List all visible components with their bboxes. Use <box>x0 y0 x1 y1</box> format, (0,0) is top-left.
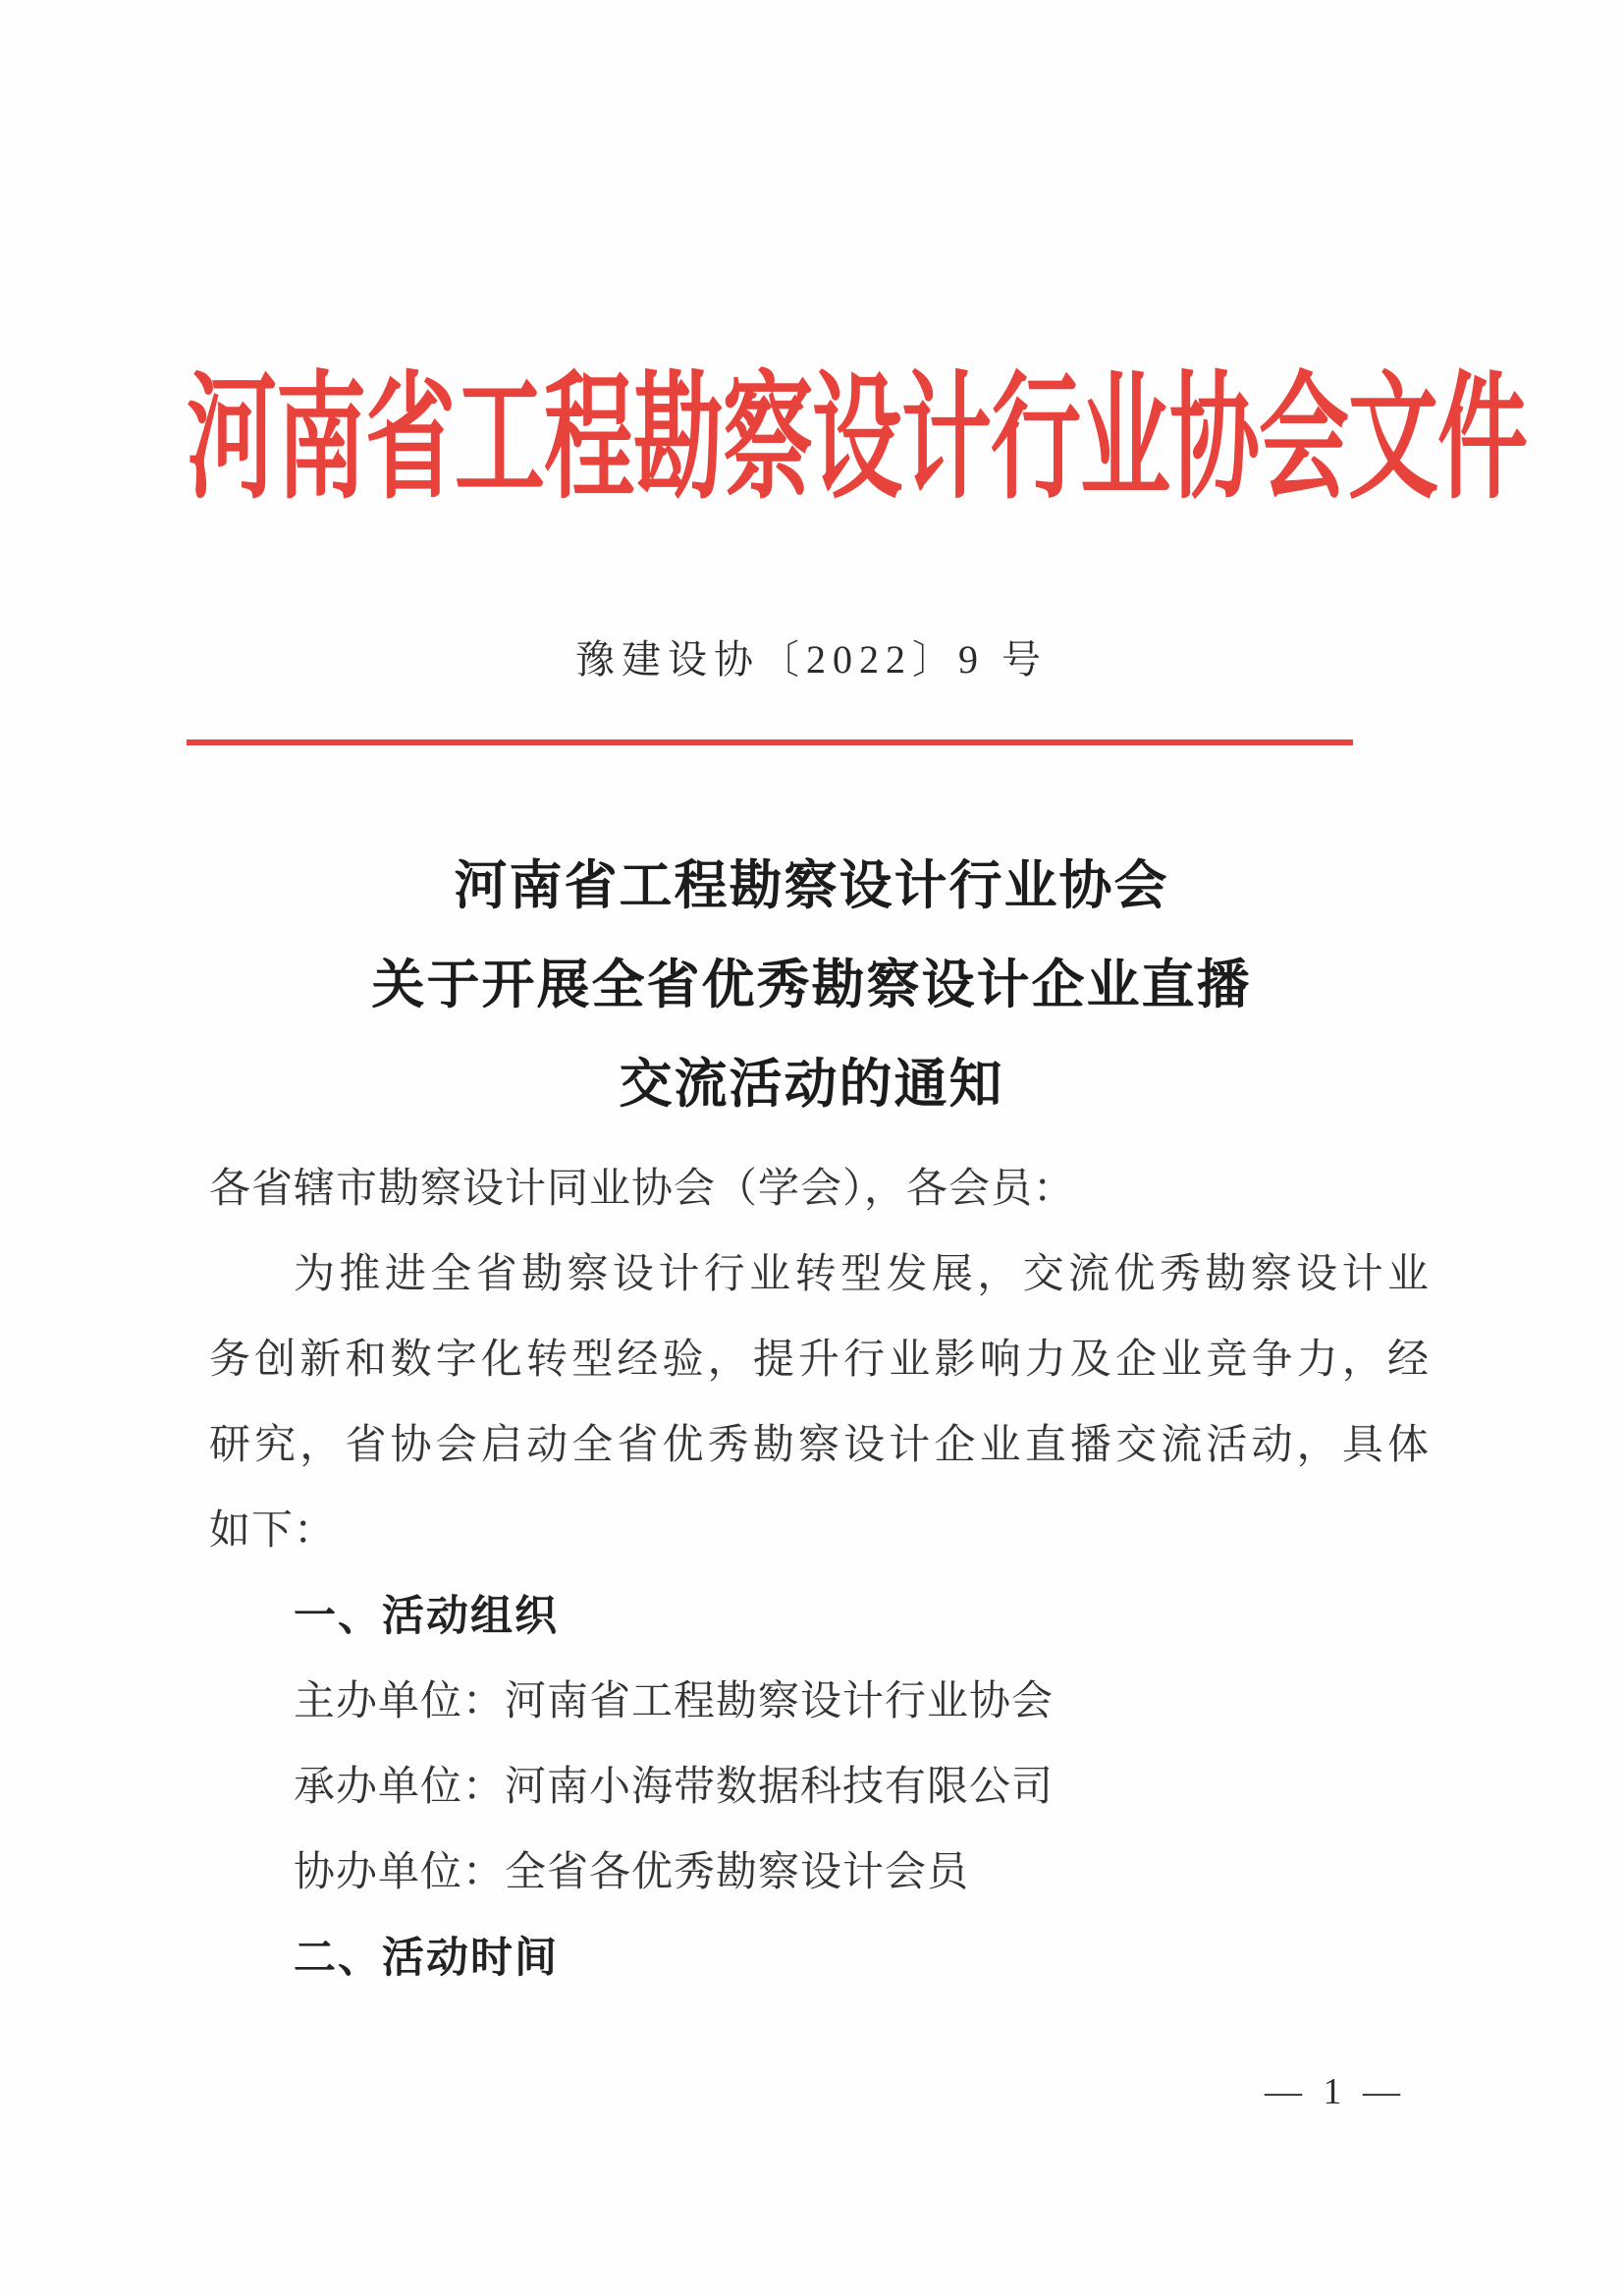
paragraph-line: 如下： <box>209 1508 337 1554</box>
organizer-line: 主办单位：河南省工程勘察设计行业协会 <box>294 1679 1055 1724</box>
co-organizer-line: 协办单位：全省各优秀勘察设计会员 <box>294 1850 970 1895</box>
undertaker-line: 承办单位：河南小海带数据科技有限公司 <box>294 1765 1055 1810</box>
banner-title-wrap <box>187 361 1528 528</box>
page-number: — 1 — <box>1265 2071 1406 2112</box>
document-title <box>0 837 1623 1134</box>
doc-number: 豫建设协〔2022〕9 号 <box>575 637 1048 682</box>
paragraph-line: 务创新和数字化转型经验，提升行业影响力及企业竞争力，经 <box>209 1338 1430 1383</box>
paragraph-line: 为推进全省勘察设计行业转型发展，交流优秀勘察设计业 <box>294 1252 1430 1297</box>
banner-title: 河南省工程勘察设计行业协会文件 <box>187 362 1528 516</box>
title-line-2: 关于开展全省优秀勘察设计企业直播 <box>371 956 1252 1014</box>
salutation-line: 各省辖市勘察设计同业协会（学会），各会员： <box>209 1167 1076 1212</box>
section-heading-1: 一、活动组织 <box>294 1593 559 1640</box>
red-divider <box>187 739 1353 745</box>
title-line-1: 河南省工程勘察设计行业协会 <box>454 856 1169 915</box>
document-body <box>209 1147 1430 2001</box>
section-heading-2: 二、活动时间 <box>294 1935 559 1982</box>
title-line-3: 交流活动的通知 <box>619 1055 1004 1114</box>
paragraph-line: 研究，省协会启动全省优秀勘察设计企业直播交流活动，具体 <box>209 1423 1430 1468</box>
